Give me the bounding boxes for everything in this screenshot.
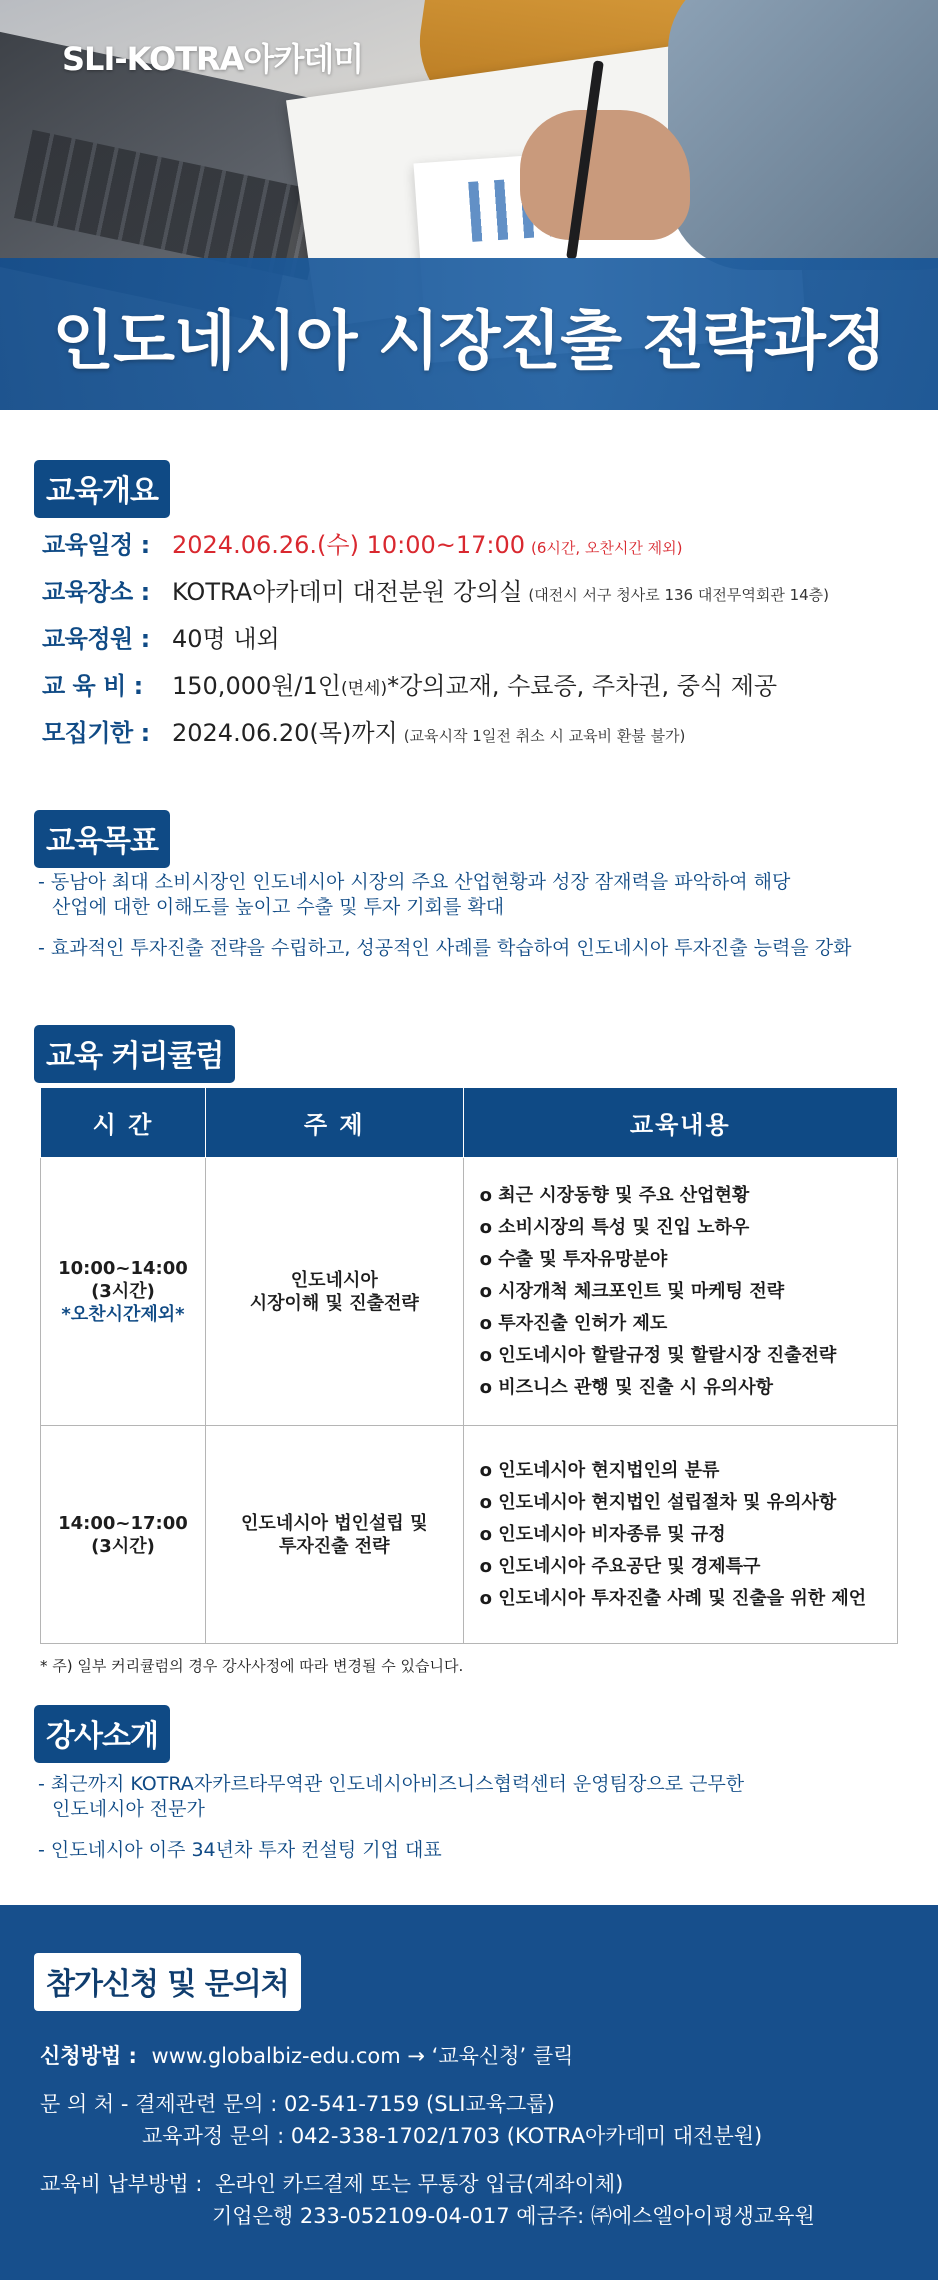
content-item: o 인도네시아 할랄규정 및 할랄시장 진출전략 xyxy=(479,1344,837,1366)
inquiry-row xyxy=(40,2088,555,2118)
inquiry-label: 문 의 처 - xyxy=(40,2092,136,2116)
instructor-section xyxy=(34,1705,170,1763)
header-time: 시 간 xyxy=(41,1088,206,1158)
goals-heading: 교육목표 xyxy=(34,810,170,868)
content-item: o 인도네시아 비자종류 및 규정 xyxy=(479,1523,726,1545)
schedule-note: (6시간, 오찬시간 제외) xyxy=(531,539,683,557)
fee-label: 교 육 비 : xyxy=(42,672,143,700)
contact-footer xyxy=(0,1905,938,2280)
overview-row-deadline xyxy=(42,713,829,760)
content-cell xyxy=(463,1158,897,1426)
overview-row-fee xyxy=(42,666,829,713)
page-title: 인도네시아 시장진출 전략과정 xyxy=(52,305,886,379)
deadline-value: 2024.06.20(목)까지 xyxy=(172,719,398,747)
time-duration: (3시간) xyxy=(91,1535,155,1557)
content-item: o 인도네시아 현지법인 설립절차 및 유의사항 xyxy=(479,1491,837,1513)
content-item: o 투자진출 인허가 제도 xyxy=(479,1312,668,1334)
curriculum-note: * 주) 일부 커리큘럼의 경우 강사사정에 따라 변경될 수 있습니다. xyxy=(40,1657,464,1675)
payment-label: 교육비 납부방법 : xyxy=(40,2172,203,2196)
deadline-note: (교육시작 1일전 취소 시 교육비 환불 불가) xyxy=(403,727,686,745)
content-item: o 소비시장의 특성 및 진입 노하우 xyxy=(479,1216,750,1238)
header-topic: 주 제 xyxy=(205,1088,463,1158)
fee-tax-note: (면세) xyxy=(340,679,388,699)
schedule-label: 교육일정 : xyxy=(42,531,150,559)
topic-cell xyxy=(205,1426,463,1644)
capacity-value: 40명 내외 xyxy=(172,625,280,653)
table-header-row xyxy=(41,1088,898,1158)
instructor-item-1: - 최근까지 KOTRA자카르타무역관 인도네시아비즈니스협력센터 운영팀장으로 근무한 인도네시아 전문가 xyxy=(38,1773,745,1820)
goal-item-2: - 효과적인 투자진출 전략을 수립하고, 성공적인 사례를 학습하여 인도네시아 투자진출 능력을 강화 xyxy=(38,937,852,959)
time-duration: (3시간) xyxy=(91,1281,155,1302)
content-item: o 수출 및 투자유망분야 xyxy=(479,1248,668,1270)
content-item: o 인도네시아 주요공단 및 경제특구 xyxy=(479,1555,761,1577)
payment-row xyxy=(40,2168,623,2198)
overview-heading: 교육개요 xyxy=(34,460,170,518)
overview-row-venue xyxy=(42,572,829,619)
schedule-value: 2024.06.26.(수) 10:00~17:00 xyxy=(172,531,526,559)
apply-row xyxy=(40,2040,573,2070)
goals-section xyxy=(34,810,170,868)
apply-link[interactable]: www.globalbiz-edu.com → ‘교육신청’ 클릭 xyxy=(151,2044,574,2068)
brand-logo: SLI-KOTRA아카데미 xyxy=(62,40,364,78)
capacity-label: 교육정원 : xyxy=(42,625,150,653)
venue-label: 교육장소 : xyxy=(42,578,150,606)
shirt-image xyxy=(668,0,938,270)
content-item: o 최근 시장동향 및 주요 산업현황 xyxy=(479,1184,750,1206)
content-item: o 인도네시아 투자진출 사례 및 진출을 위한 제언 xyxy=(479,1587,867,1609)
instructor-heading: 강사소개 xyxy=(34,1705,170,1763)
curriculum-section xyxy=(34,1025,235,1083)
overview-row-capacity xyxy=(42,619,829,666)
time-range: 10:00~14:00 xyxy=(58,1258,188,1279)
deadline-label: 모집기한 : xyxy=(42,719,150,747)
topic-line: 인도네시아 법인설립 및 xyxy=(241,1512,428,1534)
venue-value: KOTRA아카데미 대전분원 강의실 xyxy=(172,578,523,606)
time-cell xyxy=(41,1158,206,1426)
topic-line: 인도네시아 xyxy=(290,1269,378,1291)
overview-list xyxy=(42,525,829,760)
instructor-item-2: - 인도네시아 이주 34년차 투자 컨설팅 기업 대표 xyxy=(38,1839,442,1861)
table-row xyxy=(41,1158,898,1426)
time-range: 14:00~17:00 xyxy=(58,1512,188,1534)
goal-item-1: - 동남아 최대 소비시장인 인도네시아 시장의 주요 산업현황과 성장 잠재력을 파악하여 해당 산업에 대한 이해도를 높이고 수출 및 투자 기회를 확대 xyxy=(38,871,791,918)
overview-section xyxy=(34,460,170,518)
topic-line: 시장이해 및 진출전략 xyxy=(249,1292,419,1314)
topic-line: 투자진출 전략 xyxy=(278,1535,390,1557)
curriculum-heading: 교육 커리큘럼 xyxy=(34,1025,235,1083)
fee-value: 150,000원/1인 xyxy=(172,672,341,700)
topic-cell xyxy=(205,1158,463,1426)
apply-label: 신청방법 : xyxy=(40,2044,137,2068)
content-cell xyxy=(463,1426,897,1644)
table-row xyxy=(41,1426,898,1644)
payment-line: 온라인 카드결제 또는 무통장 입금(계좌이체) xyxy=(215,2172,624,2196)
curriculum-table xyxy=(40,1087,898,1644)
content-item: o 시장개척 체크포인트 및 마케팅 전략 xyxy=(479,1280,785,1302)
content-item: o 비즈니스 관행 및 진출 시 유의사항 xyxy=(479,1376,773,1398)
header-content: 교육내용 xyxy=(463,1088,897,1158)
inquiry-course-line: 교육과정 문의 : 042-338-1702/1703 (KOTRA아카데미 대전분원) xyxy=(142,2124,763,2148)
instructor-list xyxy=(38,1772,758,1879)
contact-heading: 참가신청 및 문의처 xyxy=(34,1953,301,2011)
hero-banner xyxy=(0,0,938,410)
overview-row-schedule xyxy=(42,525,829,572)
bank-account-line: 기업은행 233-052109-04-017 예금주: ㈜에스엘아이평생교육원 xyxy=(212,2204,815,2228)
hand-image xyxy=(520,110,690,240)
fee-includes: *강의교재, 수료증, 주차권, 중식 제공 xyxy=(387,672,778,700)
content-item: o 인도네시아 현지법인의 분류 xyxy=(479,1459,720,1481)
goals-list xyxy=(38,870,908,977)
time-cell xyxy=(41,1426,206,1644)
inquiry-payment-line: 결제관련 문의 : 02-541-7159 (SLI교육그룹) xyxy=(135,2092,555,2116)
time-note: *오찬시간제외* xyxy=(61,1304,185,1325)
venue-note: (대전시 서구 청사로 136 대전무역회관 14층) xyxy=(528,586,830,604)
